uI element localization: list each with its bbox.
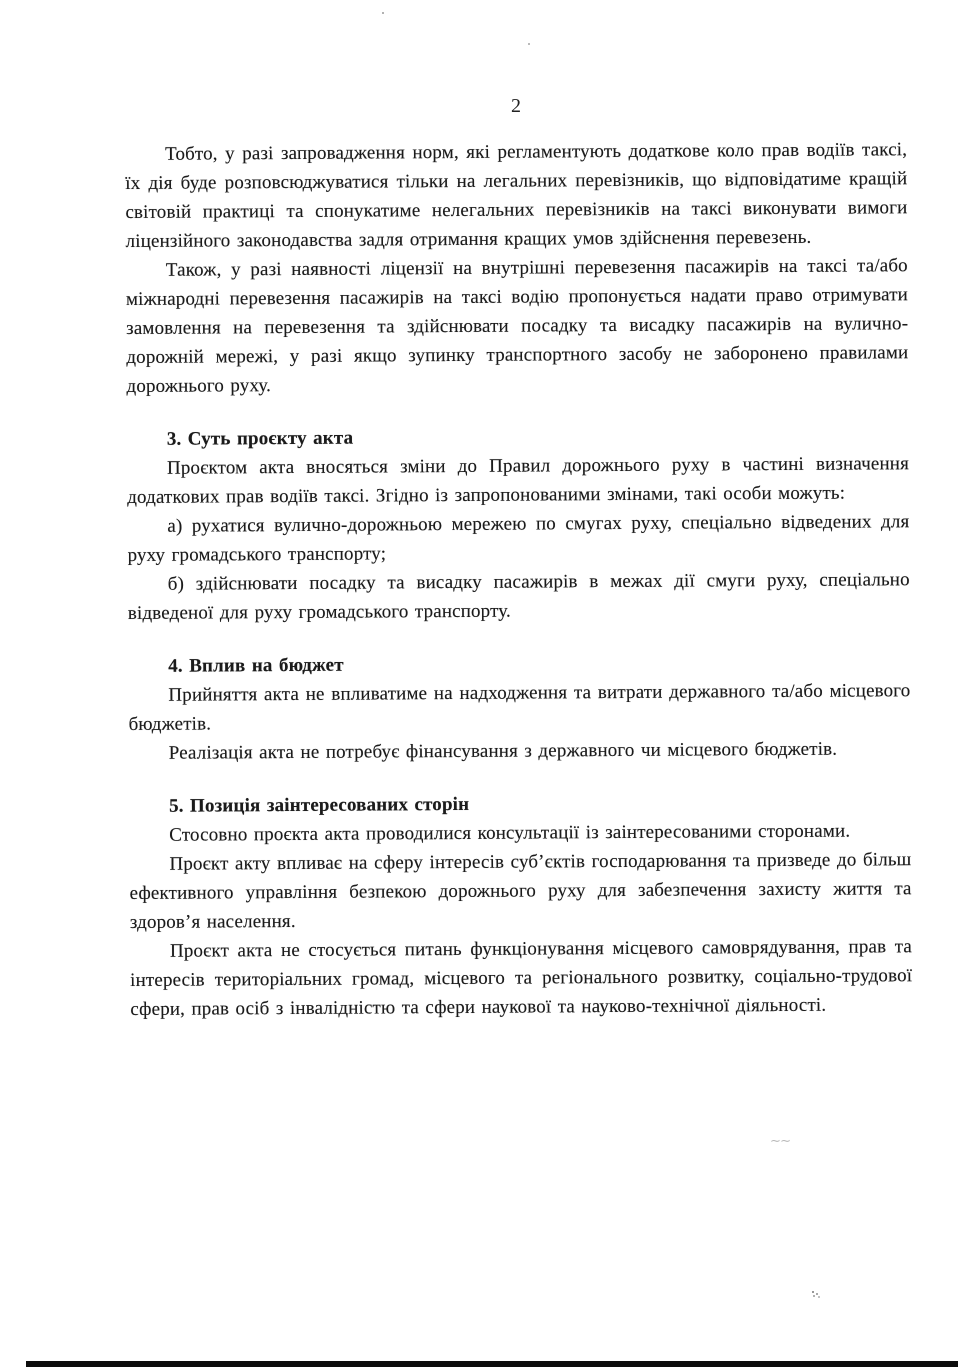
paragraph-intro-norms: Тобто, у разі запровадження норм, які регламентують додаткове коло прав водіїв таксі, їх дія буде розповсюджуватися тільки на легальних перевізників, що відповідатиме кращій світовій практиці та спонукатиме нелегальних перевізників на таксі виконувати вимоги ліцензійного законодавства задля отримання кращих умов здійснення перевезень. [125, 139, 908, 252]
paragraph-license-proposal: Також, у разі наявності ліцензії на внутрішні перевезення пасажирів на таксі та/або міжнародні перевезення пасажирів на таксі водію пропонується надати право отримувати замовлення на перевезення та здійснювати посадку та висадку пасажирів на вулично-дорожній мережі, у разі якщо зупинку транспортного засобу не заборонено правилами дорожнього руху. [125, 255, 909, 397]
list-item-a: а) рухатися вулично-дорожньою мережею по смугах руху, спеціально відведених для руху громадського транспорту; [127, 511, 910, 566]
section-heading-4-budget: 4. Вплив на бюджет [168, 654, 344, 677]
paragraph-not-concerning: Проєкт акта не стосується питань функціонування місцевого самоврядування, прав та інтересів територіальних громад, місцевого та регіонального розвитку, соціально-трудової сфери, прав осіб з інвалідністю та сфери наукової та науково-технічної діяльності. [130, 936, 913, 1020]
scan-speckle [382, 12, 384, 14]
scan-speckle-cluster [812, 1291, 814, 1293]
document-body [125, 135, 912, 1024]
paragraph-budget-financing: Реалізація акта не потребує фінансування з державного чи місцевого бюджетів. [168, 738, 838, 764]
paragraph-consultations: Стосовно проєкта акта проводилися консультації із заінтересованими сторонами. [169, 820, 851, 846]
scan-edge-bar [26, 1361, 958, 1367]
page-number: 2 [511, 95, 521, 117]
list-item-b: б) здійснювати посадку та висадку пасажирів в межах дії смуги руху, спеціально відведеної для руху громадського транспорту. [127, 569, 910, 624]
section-heading-3-essence: 3. Суть проєкту акта [166, 427, 354, 450]
paragraph-act-changes: Проєктом акта вносяться зміни до Правил дорожнього руху в частині визначення додаткових прав водіїв таксі. Згідно із запропонованими змінами, такі особи можуть: [127, 453, 910, 508]
section-heading-5-stakeholders: 5. Позиція заінтересованих сторін [169, 793, 470, 817]
scan-smudge: ∼ ∼ [770, 1133, 790, 1148]
paragraph-business-interests: Проєкт акту впливає на сферу інтересів суб’єктів господарювання та призведе до більш ефективного управління безпекою дорожнього руху для забезпечення захисту життя та здоров’я населення. [129, 849, 912, 933]
scan-speckle [528, 43, 530, 45]
paragraph-budget-impact: Прийняття акта не впливатиме на надходження та витрати державного та/або місцевого бюджетів. [128, 680, 911, 735]
